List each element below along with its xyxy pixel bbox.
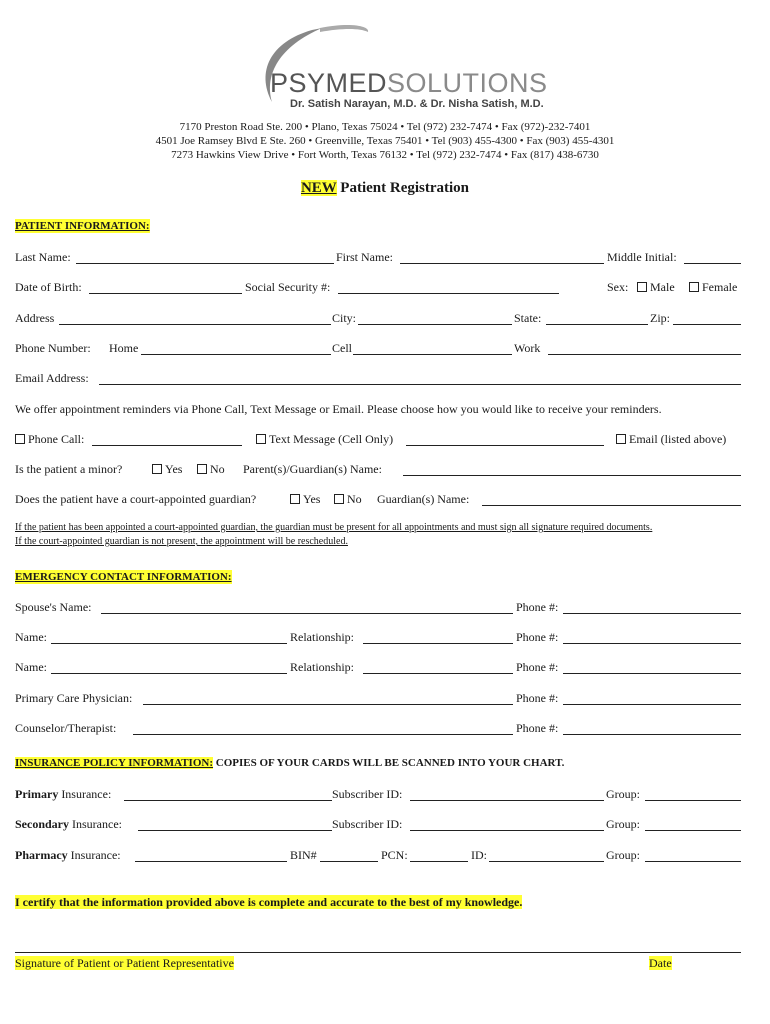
contact1-name-field[interactable]: [51, 643, 287, 644]
guardian-name-field[interactable]: [482, 505, 741, 506]
pcp-phone-label: Phone #:: [516, 691, 559, 705]
reminder-text-option[interactable]: Text Message (Cell Only): [256, 432, 393, 446]
phone-call-checkbox[interactable]: [15, 434, 25, 444]
court-yes-checkbox[interactable]: [290, 494, 300, 504]
middle-initial-field[interactable]: [684, 263, 741, 264]
court-no-checkbox[interactable]: [334, 494, 344, 504]
counselor-label: Counselor/Therapist:: [15, 721, 117, 735]
reminder-phone-field[interactable]: [92, 445, 242, 446]
male-checkbox[interactable]: [637, 282, 647, 292]
contact1-relationship-field[interactable]: [363, 643, 513, 644]
pcn-label: PCN:: [381, 848, 408, 862]
zip-label: Zip:: [650, 311, 670, 325]
address-fort-worth: 7273 Hawkins View Drive • Fort Worth, Texas 76132 • Tel (972) 232-7474 • Fax (817) 438-6730: [171, 149, 599, 161]
first-name-field[interactable]: [400, 263, 604, 264]
home-phone-field[interactable]: [141, 354, 331, 355]
city-label: City:: [332, 311, 357, 325]
parent-guardian-label: Parent(s)/Guardian(s) Name:: [243, 462, 382, 476]
primary-subscriber-field[interactable]: [410, 800, 604, 801]
cell-phone-label: Cell: [332, 341, 352, 355]
work-phone-label: Work: [514, 341, 541, 355]
home-phone-label: Home: [109, 341, 139, 355]
cell-phone-field[interactable]: [353, 354, 512, 355]
pcn-field[interactable]: [410, 861, 468, 862]
spouse-name-field[interactable]: [101, 613, 513, 614]
address-label: Address: [15, 311, 55, 325]
court-yes-option[interactable]: Yes: [290, 492, 320, 506]
sex-female-option[interactable]: Female: [689, 280, 737, 294]
guardian-name-label: Guardian(s) Name:: [377, 492, 470, 506]
dob-field[interactable]: [89, 293, 242, 294]
primary-group-field[interactable]: [645, 800, 741, 801]
bin-label: BIN#: [290, 848, 317, 862]
minor-yes-option[interactable]: Yes: [152, 462, 182, 476]
pharmacy-insurance-label: Pharmacy Insurance:: [15, 848, 121, 862]
date-label: Date: [649, 956, 672, 970]
pcp-phone-field[interactable]: [563, 704, 741, 705]
secondary-insurance-field[interactable]: [138, 830, 332, 831]
phone-number-label: Phone Number:: [15, 341, 91, 355]
minor-no-checkbox[interactable]: [197, 464, 207, 474]
minor-no-option[interactable]: No: [197, 462, 225, 476]
female-checkbox[interactable]: [689, 282, 699, 292]
state-label: State:: [514, 311, 542, 325]
contact2-phone-field[interactable]: [563, 673, 741, 674]
spouse-phone-field[interactable]: [563, 613, 741, 614]
primary-insurance-field[interactable]: [124, 800, 332, 801]
ssn-label: Social Security #:: [245, 280, 331, 294]
counselor-phone-field[interactable]: [563, 734, 741, 735]
sex-label: Sex:: [607, 280, 629, 294]
contact1-relationship-label: Relationship:: [290, 630, 354, 644]
minor-question: Is the patient a minor?: [15, 462, 123, 476]
secondary-insurance-label: Secondary Insurance:: [15, 817, 122, 831]
reminders-text: We offer appointment reminders via Phone Call, Text Message or Email. Please choose how you would like to receive your reminders.: [15, 402, 662, 416]
pharmacy-group-field[interactable]: [645, 861, 741, 862]
zip-field[interactable]: [673, 324, 741, 325]
email-label: Email Address:: [15, 371, 89, 385]
pharmacy-id-field[interactable]: [489, 861, 604, 862]
contact2-name-field[interactable]: [51, 673, 287, 674]
pharmacy-group-label: Group:: [606, 848, 640, 862]
insurance-heading: INSURANCE POLICY INFORMATION: COPIES OF YOUR CARDS WILL BE SCANNED INTO YOUR CHART.: [15, 757, 565, 769]
reminder-phone-option[interactable]: Phone Call:: [15, 432, 84, 446]
doctors-line: Dr. Satish Narayan, M.D. & Dr. Nisha Satish, M.D.: [290, 98, 544, 110]
spouse-name-label: Spouse's Name:: [15, 600, 92, 614]
secondary-subscriber-label: Subscriber ID:: [332, 817, 403, 831]
patient-info-heading: PATIENT INFORMATION:: [15, 220, 150, 232]
pharmacy-id-label: ID:: [471, 848, 487, 862]
city-field[interactable]: [358, 324, 512, 325]
guardian-note-2: If the court-appointed guardian is not present, the appointment will be rescheduled.: [15, 536, 348, 547]
logo: [250, 22, 550, 114]
email-field[interactable]: [99, 384, 741, 385]
contact2-name-label: Name:: [15, 660, 47, 674]
contact1-phone-field[interactable]: [563, 643, 741, 644]
first-name-label: First Name:: [336, 250, 393, 264]
address-greenville: 4501 Joe Ramsey Blvd E Ste. 260 • Greenville, Texas 75401 • Tel (903) 455-4300 • Fax (903) 455-4301: [155, 135, 615, 147]
pcp-label: Primary Care Physician:: [15, 691, 133, 705]
address-plano: 7170 Preston Road Ste. 200 • Plano, Texas 75024 • Tel (972) 232-7474 • Fax (972)-232-7401: [179, 121, 591, 133]
contact1-phone-label: Phone #:: [516, 630, 559, 644]
state-field[interactable]: [546, 324, 648, 325]
contact2-relationship-field[interactable]: [363, 673, 513, 674]
court-guardian-question: Does the patient have a court-appointed guardian?: [15, 492, 257, 506]
last-name-label: Last Name:: [15, 250, 71, 264]
parent-guardian-field[interactable]: [403, 475, 741, 476]
pharmacy-insurance-field[interactable]: [135, 861, 287, 862]
primary-group-label: Group:: [606, 787, 640, 801]
reminder-email-option[interactable]: Email (listed above): [616, 432, 726, 446]
pcp-field[interactable]: [143, 704, 513, 705]
contact1-name-label: Name:: [15, 630, 47, 644]
bin-field[interactable]: [320, 861, 378, 862]
signature-label: Signature of Patient or Patient Representative: [15, 956, 234, 970]
middle-initial-label: Middle Initial:: [607, 250, 677, 264]
address-field[interactable]: [59, 324, 331, 325]
certification-statement: I certify that the information provided above is complete and accurate to the best of my knowledge.: [15, 895, 523, 909]
secondary-group-label: Group:: [606, 817, 640, 831]
brand-name: PSYMEDSOLUTIONS: [270, 68, 548, 98]
dob-label: Date of Birth:: [15, 280, 82, 294]
primary-subscriber-label: Subscriber ID:: [332, 787, 403, 801]
emergency-heading: EMERGENCY CONTACT INFORMATION:: [15, 571, 232, 583]
spouse-phone-label: Phone #:: [516, 600, 559, 614]
secondary-subscriber-field[interactable]: [410, 830, 604, 831]
court-no-option[interactable]: No: [334, 492, 362, 506]
page-title: NEW Patient Registration: [300, 180, 470, 196]
primary-insurance-label: Primary Insurance:: [15, 787, 112, 801]
reminder-text-field[interactable]: [406, 445, 604, 446]
minor-yes-checkbox[interactable]: [152, 464, 162, 474]
counselor-field[interactable]: [133, 734, 513, 735]
ssn-field[interactable]: [338, 293, 559, 294]
text-message-checkbox[interactable]: [256, 434, 266, 444]
contact2-phone-label: Phone #:: [516, 660, 559, 674]
counselor-phone-label: Phone #:: [516, 721, 559, 735]
work-phone-field[interactable]: [548, 354, 741, 355]
contact2-relationship-label: Relationship:: [290, 660, 354, 674]
signature-line[interactable]: [15, 952, 741, 953]
secondary-group-field[interactable]: [645, 830, 741, 831]
email-reminder-checkbox[interactable]: [616, 434, 626, 444]
guardian-note-1: If the patient has been appointed a court-appointed guardian, the guardian must be present for all appointments and must sign all signature required documents.: [15, 522, 653, 533]
sex-male-option[interactable]: Male: [637, 280, 675, 294]
last-name-field[interactable]: [76, 263, 334, 264]
